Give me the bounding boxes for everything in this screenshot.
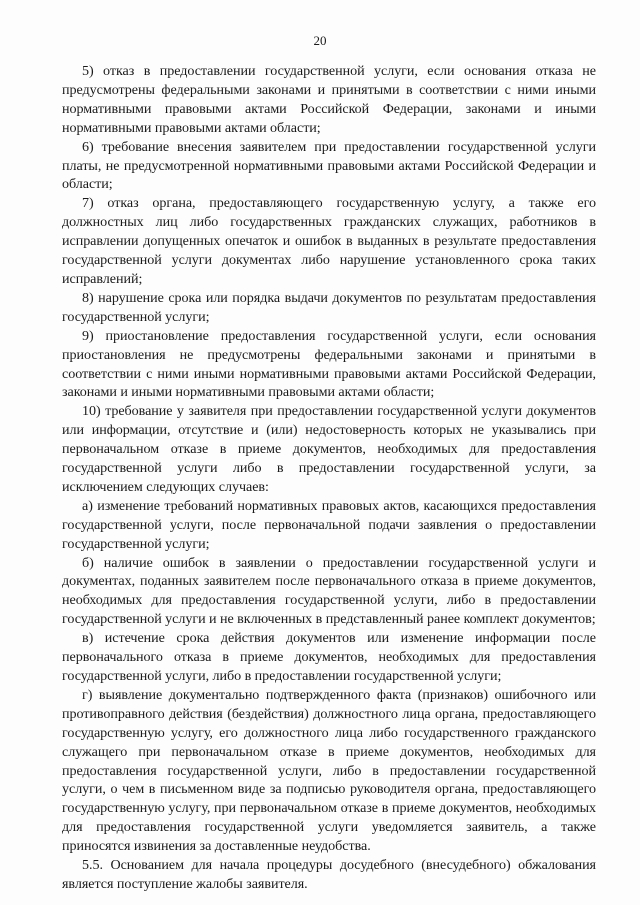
subparagraph-b: б) наличие ошибок в заявлении о предоставлении государственной услуги и документах, поданных заявителем после первоначального отказа в приеме документов, необходимых для предоставления государственной услуги, либо в предоставлении государственной услуги и не включенных в представленный ранее комплект документов;	[62, 554, 596, 628]
document-body	[62, 62, 596, 894]
page-number: 20	[313, 33, 327, 48]
paragraph-item-7: 7) отказ органа, предоставляющего государственную услугу, а также его должностных лиц либо государственных гражданских служащих, работников в исправлении допущенных опечаток и ошибок в выданных в результате предоставления государственной услуги документах либо нарушение установленного срока таких исправлений;	[62, 195, 596, 287]
section-5-5: 5.5. Основанием для начала процедуры досудебного (внесудебного) обжалования является поступление жалобы заявителя.	[62, 857, 596, 892]
subparagraph-a: а) изменение требований нормативных правовых актов, касающихся предоставления государственной услуги, после первоначальной подачи заявления о предоставлении государственной услуги;	[62, 497, 596, 552]
paragraph-item-6: 6) требование внесения заявителем при предоставлении государственной услуги платы, не предусмотренной нормативными правовыми актами Российской Федерации и области;	[62, 138, 596, 193]
paragraph-item-10: 10) требование у заявителя при предоставлении государственной услуги документов или информации, отсутствие и (или) недостоверность которых не указывались при первоначальном отказе в приеме документов, необходимых для предоставления государственной услуги либо в предоставлении государственной услуги, за исключением следующих случаев:	[62, 403, 596, 495]
paragraph-item-9: 9) приостановление предоставления государственной услуги, если основания приостановления не предусмотрены федеральными законами и принятыми в соответствии с ними иными нормативными правовыми актами Российской Федерации, законами и иными нормативными правовыми актами области;	[62, 327, 596, 401]
paragraph-item-8: 8) нарушение срока или порядка выдачи документов по результатам предоставления государственной услуги;	[62, 289, 596, 325]
subparagraph-g: г) выявление документально подтвержденного факта (признаков) ошибочного или противоправного действия (бездействия) должностного лица органа, предоставляющего государственную услугу, его должностного лица либо государственного гражданского служащего при первоначальном отказе в приеме документов, необходимых для предоставления государственной услуги, либо в предоставлении государственной услуги, о чем в письменном виде за подписью руководителя органа, предоставляющего государственную услугу, при первоначальном отказе в приеме документов, необходимых для предоставления государственной услуги уведомляется заявитель, а также приносятся извинения за доставленные неудобства.	[62, 686, 596, 855]
paragraph-item-5: 5) отказ в предоставлении государственной услуги, если основания отказа не предусмотрены федеральными законами и принятыми в соответствии с ними иными нормативными правовыми актами Российской Федерации, законами и иными нормативными правовыми актами области;	[62, 63, 596, 136]
subparagraph-v: в) истечение срока действия документов или изменение информации после первоначального отказа в приеме документов, необходимых для предоставления государственной услуги, либо в предоставлении государственной услуги;	[62, 630, 596, 684]
